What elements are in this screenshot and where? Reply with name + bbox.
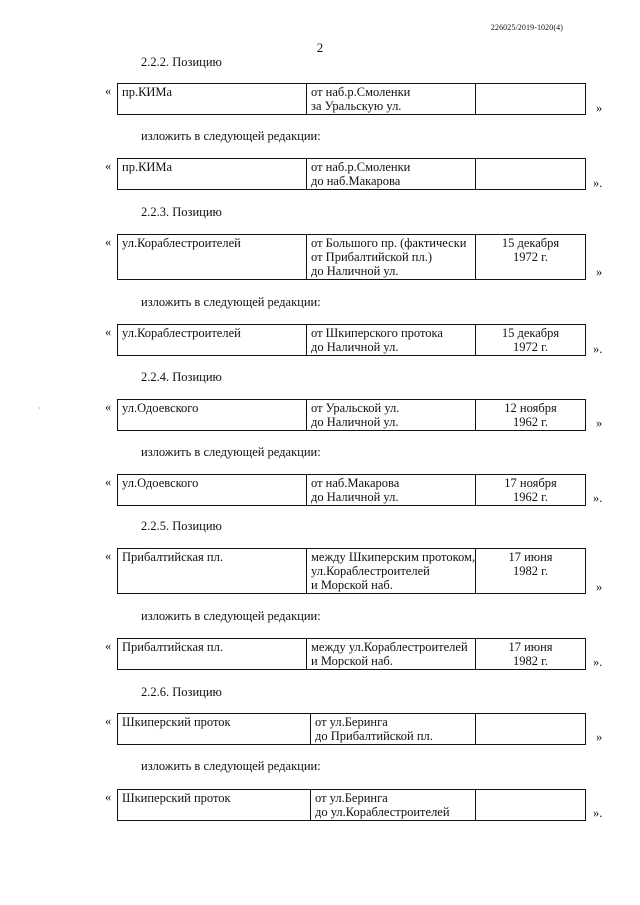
- bounds-cell: от Большого пр. (фактически от Прибалтийской пл.) до Наличной ул.: [306, 235, 475, 279]
- date-cell: 15 декабря 1972 г.: [475, 235, 585, 279]
- close-quote: »: [596, 265, 603, 279]
- section-heading: 2.2.4. Позицию: [141, 370, 222, 384]
- table-row-new: [117, 789, 586, 821]
- street-name-cell: Прибалтийская пл.: [122, 640, 223, 654]
- instruction-text: изложить в следующей редакции:: [141, 129, 321, 143]
- bounds-cell: от ул.Беринга до Прибалтийской пл.: [310, 714, 475, 744]
- open-quote: «: [105, 159, 112, 173]
- instruction-text: изложить в следующей редакции:: [141, 295, 321, 309]
- table-row-new: [117, 638, 586, 670]
- close-quote: »: [596, 730, 603, 744]
- table-row-old: [117, 234, 586, 280]
- instruction-text: изложить в следующей редакции:: [141, 759, 321, 773]
- table-row-new: [117, 324, 586, 356]
- date-cell: [475, 790, 585, 820]
- section-heading: 2.2.6. Позицию: [141, 685, 222, 699]
- instruction-text: изложить в следующей редакции:: [141, 445, 321, 459]
- street-name-cell: Шкиперский проток: [122, 715, 231, 729]
- bounds-cell: от наб.р.Смоленки за Уральскую ул.: [306, 84, 475, 114]
- table-row-old: [117, 83, 586, 115]
- date-cell: 17 июня 1982 г.: [475, 639, 585, 669]
- page-number: 2: [316, 40, 324, 55]
- open-quote: «: [105, 549, 112, 563]
- open-quote: «: [105, 639, 112, 653]
- date-cell: 12 ноября 1962 г.: [475, 400, 585, 430]
- bounds-cell: от наб.Макарова до Наличной ул.: [306, 475, 475, 505]
- open-quote: «: [105, 475, 112, 489]
- table-row-new: [117, 158, 586, 190]
- date-cell: 15 декабря 1972 г.: [475, 325, 585, 355]
- instruction-text: изложить в следующей редакции:: [141, 609, 321, 623]
- open-quote: «: [105, 714, 112, 728]
- close-quote: »: [596, 416, 603, 430]
- margin-dot: ·: [38, 404, 41, 413]
- close-quote: ».: [593, 342, 603, 356]
- section-heading: 2.2.5. Позицию: [141, 519, 222, 533]
- open-quote: «: [105, 400, 112, 414]
- date-cell: [475, 84, 585, 114]
- open-quote: «: [105, 790, 112, 804]
- table-row-old: [117, 713, 586, 745]
- bounds-cell: между Шкиперским протоком, ул.Кораблестроителей и Морской наб.: [306, 549, 475, 593]
- bounds-cell: от Шкиперского протока до Наличной ул.: [306, 325, 475, 355]
- close-quote: ».: [593, 806, 603, 820]
- street-name-cell: пр.КИМа: [122, 85, 173, 99]
- bounds-cell: от Уральской ул. до Наличной ул.: [306, 400, 475, 430]
- open-quote: «: [105, 235, 112, 249]
- close-quote: ».: [593, 491, 603, 505]
- bounds-cell: от ул.Беринга до ул.Кораблестроителей: [310, 790, 475, 820]
- open-quote: «: [105, 84, 112, 98]
- street-name-cell: Шкиперский проток: [122, 791, 231, 805]
- bounds-cell: от наб.р.Смоленки до наб.Макарова: [306, 159, 475, 189]
- date-cell: [475, 159, 585, 189]
- open-quote: «: [105, 325, 112, 339]
- bounds-cell: между ул.Кораблестроителей и Морской наб.: [306, 639, 475, 669]
- close-quote: »: [596, 580, 603, 594]
- street-name-cell: пр.КИМа: [122, 160, 173, 174]
- close-quote: ».: [593, 655, 603, 669]
- date-cell: 17 ноября 1962 г.: [475, 475, 585, 505]
- date-cell: 17 июня 1982 г.: [475, 549, 585, 593]
- street-name-cell: Прибалтийская пл.: [122, 550, 223, 564]
- section-heading: 2.2.3. Позицию: [141, 205, 222, 219]
- close-quote: »: [596, 101, 603, 115]
- date-cell: [475, 714, 585, 744]
- table-row-old: [117, 399, 586, 431]
- street-name-cell: ул.Одоевского: [122, 476, 199, 490]
- document-id: 226025/2019-1020(4): [490, 23, 563, 32]
- close-quote: ».: [593, 176, 603, 190]
- table-row-old: [117, 548, 586, 594]
- street-name-cell: ул.Одоевского: [122, 401, 199, 415]
- section-heading: 2.2.2. Позицию: [141, 55, 222, 69]
- street-name-cell: ул.Кораблестроителей: [122, 236, 241, 250]
- street-name-cell: ул.Кораблестроителей: [122, 326, 241, 340]
- table-row-new: [117, 474, 586, 506]
